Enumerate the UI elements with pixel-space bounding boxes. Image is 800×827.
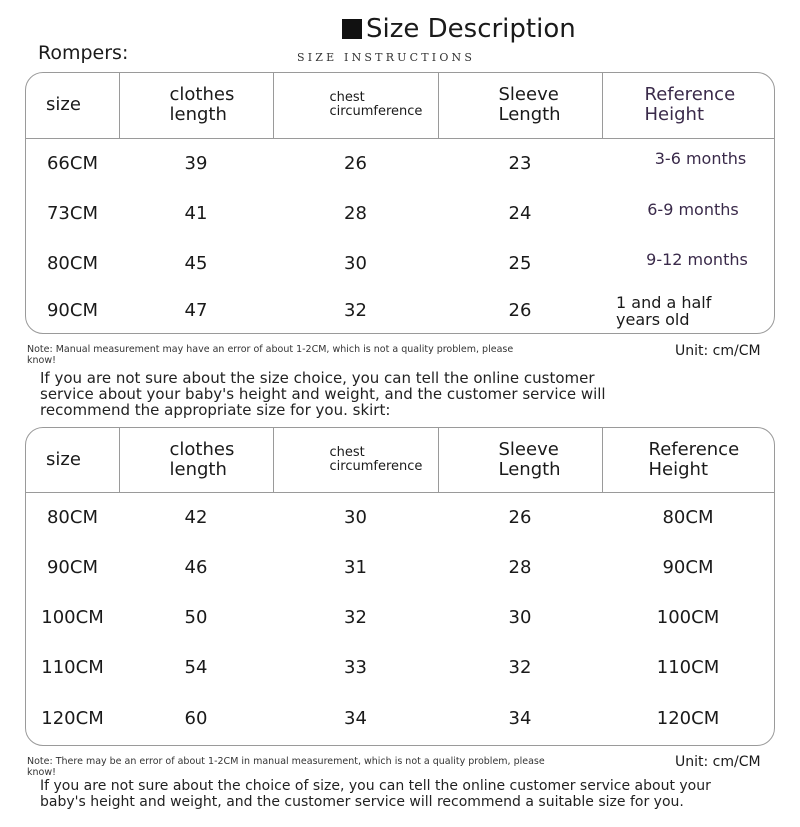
cell-size: 90CM bbox=[46, 300, 98, 321]
cell-reference: 1 and a half years old bbox=[616, 292, 712, 329]
header-chest-circumference: chest circumference bbox=[273, 73, 438, 138]
cell-reference: 3-6 months bbox=[654, 148, 747, 168]
table-row bbox=[26, 643, 774, 693]
cell-chest: 32 bbox=[344, 300, 367, 321]
cell-reference: 80CM bbox=[662, 507, 714, 529]
rompers-note: Note: Manual measurement may have an error of about 1-2CM, which is not a quality problem, please know! bbox=[27, 344, 514, 366]
header-chest-circumference: chest circumference bbox=[273, 428, 438, 492]
cell-reference: 9-12 months bbox=[646, 250, 748, 269]
cell-size: 100CM bbox=[41, 607, 104, 629]
cell-chest: 34 bbox=[344, 708, 367, 730]
header-clothes-length: clothes length bbox=[119, 428, 273, 492]
cell-sleeve: 32 bbox=[508, 657, 532, 679]
cell-reference: 110CM bbox=[656, 657, 720, 679]
cell-sleeve: 28 bbox=[508, 556, 532, 578]
cell-length: 54 bbox=[184, 657, 208, 679]
table-row bbox=[26, 288, 774, 333]
cell-reference: 90CM bbox=[662, 556, 714, 578]
table-header-row bbox=[26, 73, 774, 138]
header-size: size bbox=[26, 428, 119, 492]
cell-size: 80CM bbox=[46, 252, 98, 274]
cell-size: 66CM bbox=[46, 152, 98, 174]
page-title-text: Size Description bbox=[366, 14, 576, 44]
header-reference-height: Reference Height bbox=[602, 73, 774, 138]
header-sleeve-length: Sleeve Length bbox=[438, 73, 602, 138]
cell-sleeve: 26 bbox=[508, 300, 532, 321]
page-title bbox=[342, 14, 576, 44]
skirt-size-advice: If you are not sure about the choice of size, you can tell the online customer service about your baby's height and weight, and the customer service will recommend a suitable size for you. bbox=[40, 778, 711, 810]
cell-sleeve: 25 bbox=[508, 252, 532, 274]
header-clothes-length: clothes length bbox=[119, 73, 273, 138]
cell-chest: 28 bbox=[344, 202, 367, 224]
header-sleeve-length: Sleeve Length bbox=[438, 428, 602, 492]
table-row bbox=[26, 138, 774, 188]
cell-length: 45 bbox=[184, 252, 208, 274]
cell-size: 80CM bbox=[46, 507, 98, 529]
cell-length: 47 bbox=[184, 300, 208, 321]
cell-chest: 26 bbox=[344, 152, 367, 174]
header-size: size bbox=[26, 73, 119, 138]
cell-reference: 100CM bbox=[656, 607, 720, 629]
cell-chest: 31 bbox=[344, 556, 367, 578]
cell-size: 110CM bbox=[41, 657, 104, 679]
cell-size: 73CM bbox=[46, 202, 98, 224]
table-row bbox=[26, 593, 774, 643]
skirt-size-table bbox=[25, 427, 775, 746]
table-row bbox=[26, 238, 774, 288]
cell-length: 39 bbox=[184, 152, 208, 174]
cell-chest: 32 bbox=[344, 607, 367, 629]
rompers-unit: Unit: cm/CM bbox=[675, 343, 761, 359]
cell-length: 60 bbox=[184, 708, 208, 730]
rompers-size-advice: If you are not sure about the size choice, you can tell the online customer service about your baby's height and weight, and the customer service will recommend the appropriate size for you. skirt: bbox=[40, 369, 606, 419]
cell-sleeve: 30 bbox=[508, 607, 532, 629]
table-row bbox=[26, 693, 774, 745]
cell-size: 120CM bbox=[41, 708, 104, 730]
cell-length: 42 bbox=[184, 507, 208, 529]
table-header-row bbox=[26, 428, 774, 492]
cell-length: 50 bbox=[184, 607, 208, 629]
cell-sleeve: 26 bbox=[508, 507, 532, 529]
cell-size: 90CM bbox=[46, 556, 98, 578]
header-reference-height: Reference Height bbox=[602, 428, 774, 492]
page-subtitle: SIZE INSTRUCTIONS bbox=[297, 51, 476, 64]
table-row bbox=[26, 188, 774, 238]
skirt-unit: Unit: cm/CM bbox=[675, 754, 761, 770]
cell-chest: 30 bbox=[344, 252, 367, 274]
cell-sleeve: 23 bbox=[508, 152, 532, 174]
skirt-note: Note: There may be an error of about 1-2CM in manual measurement, which is not a quality problem, please know! bbox=[27, 756, 545, 778]
square-bullet-icon bbox=[342, 19, 362, 39]
cell-sleeve: 34 bbox=[508, 708, 532, 730]
rompers-size-table bbox=[25, 72, 775, 334]
cell-reference: 6-9 months bbox=[647, 200, 739, 219]
cell-chest: 33 bbox=[344, 657, 367, 679]
cell-reference: 120CM bbox=[656, 708, 720, 730]
rompers-label: Rompers: bbox=[38, 42, 129, 64]
table-row bbox=[26, 492, 774, 542]
cell-length: 46 bbox=[184, 556, 208, 578]
cell-sleeve: 24 bbox=[508, 202, 532, 224]
table-row bbox=[26, 542, 774, 592]
cell-chest: 30 bbox=[344, 507, 367, 529]
cell-length: 41 bbox=[184, 202, 208, 224]
